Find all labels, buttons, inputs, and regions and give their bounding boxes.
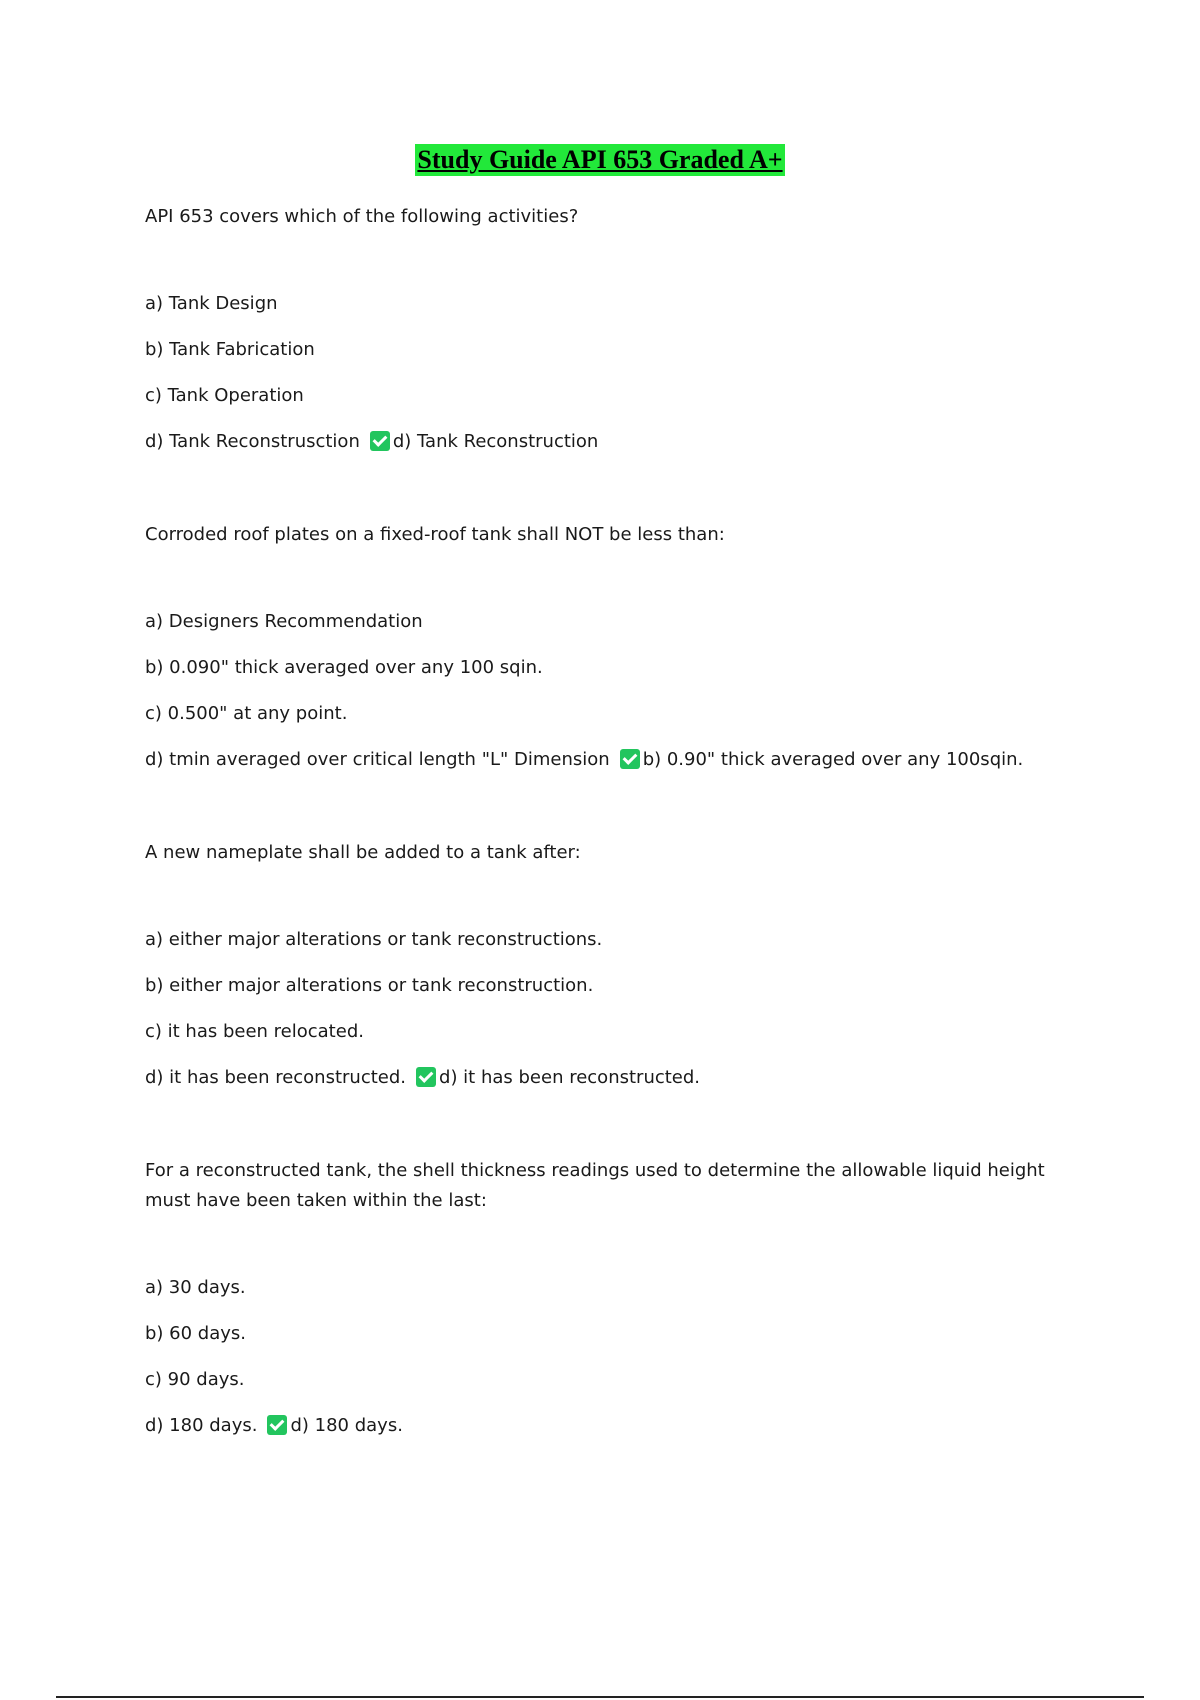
- question-block-1: [145, 202, 1055, 454]
- answer-text: d) it has been reconstructed.: [439, 1067, 701, 1088]
- option-b: b) either major alterations or tank reconstruction.: [145, 975, 594, 996]
- question-block-3: [145, 838, 1055, 1090]
- document-content: [145, 202, 1055, 1504]
- check-icon: [620, 749, 640, 769]
- question-text: For a reconstructed tank, the shell thickness readings used to determine the allowable liquid height must have been taken within the last:: [145, 1160, 1045, 1211]
- question-block-2: [145, 520, 1055, 772]
- question-text: A new nameplate shall be added to a tank after:: [145, 842, 581, 863]
- answer-text: b) 0.90" thick averaged over any 100sqin.: [642, 749, 1024, 770]
- option-d: d) Tank Reconstrusction: [145, 431, 360, 452]
- document-title: Study Guide API 653 Graded A+: [417, 145, 783, 174]
- option-a: a) Designers Recommendation: [145, 611, 423, 632]
- title-wrap: [0, 144, 1200, 176]
- question-text: API 653 covers which of the following activities?: [145, 206, 579, 227]
- option-d: d) 180 days.: [145, 1415, 258, 1436]
- answer-text: d) 180 days.: [290, 1415, 403, 1436]
- option-d: d) it has been reconstructed.: [145, 1067, 407, 1088]
- option-d-with-answer: [145, 1066, 1055, 1090]
- question-text: Corroded roof plates on a fixed-roof tank shall NOT be less than:: [145, 524, 725, 545]
- option-d: d) tmin averaged over critical length "L" Dimension: [145, 749, 610, 770]
- option-c: c) 0.500" at any point.: [145, 703, 348, 724]
- option-c: c) 90 days.: [145, 1369, 245, 1390]
- option-b: b) Tank Fabrication: [145, 339, 315, 360]
- option-c: c) it has been relocated.: [145, 1021, 364, 1042]
- answer-text: d) Tank Reconstruction: [392, 431, 599, 452]
- check-icon: [370, 431, 390, 451]
- footer-divider: [56, 1696, 1144, 1698]
- option-d-with-answer: [145, 430, 1055, 454]
- option-d-with-answer: [145, 748, 1055, 772]
- option-a: a) either major alterations or tank reconstructions.: [145, 929, 603, 950]
- option-b: b) 0.090" thick averaged over any 100 sqin.: [145, 657, 543, 678]
- check-icon: [267, 1415, 287, 1435]
- option-c: c) Tank Operation: [145, 385, 304, 406]
- option-a: a) Tank Design: [145, 293, 278, 314]
- option-a: a) 30 days.: [145, 1277, 246, 1298]
- question-block-4: [145, 1156, 1055, 1438]
- option-d-with-answer: [145, 1414, 1055, 1438]
- check-icon: [416, 1067, 436, 1087]
- option-b: b) 60 days.: [145, 1323, 247, 1344]
